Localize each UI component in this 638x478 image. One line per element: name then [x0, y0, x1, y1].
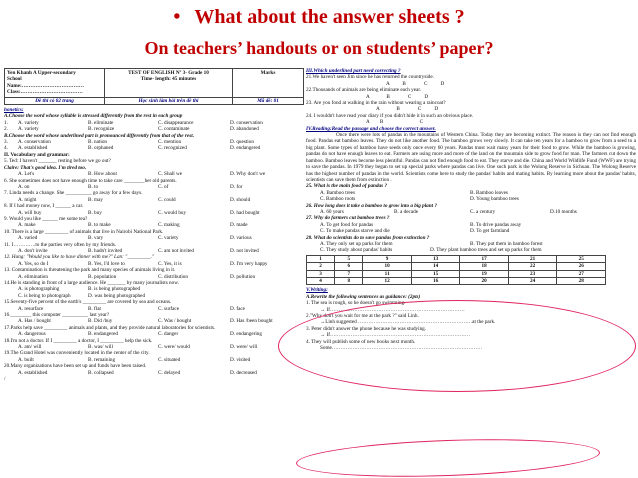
slash-mark: /: [4, 376, 6, 383]
title-text: What about the answer sheets ?: [194, 6, 465, 28]
options-12: A. Yes, so do I B. Yes, I'd love to C. Yes, it is D. I'm very happy: [18, 260, 268, 267]
question-3: 3. A. conservation B. nation C. mention D. question: [4, 139, 254, 146]
question-15: 15.Seventy-five percent of the earth's _________ are covered by sea and oceans.: [4, 299, 172, 306]
left-column: [4, 68, 304, 478]
test-title: TEST OF ENGLISH Nº 3- Grade 10: [128, 70, 209, 76]
question-25: 25. What is the main food of pandas ?: [306, 183, 388, 190]
test-code-row: [4, 98, 304, 105]
question-7: 7. Linda needs a change. She __________ go away for a few days.: [4, 190, 143, 197]
answer-row: 2 6 10 14 18 22 26: [307, 263, 606, 270]
name-label: Name:………………………………: [7, 82, 84, 89]
school-line: Yen Khanh A Upper-secondary: [7, 70, 76, 76]
writing-1-answer: → If……………………………………………………………………: [320, 306, 465, 313]
question-2: 2. A. variety B. recognize C. contaminate D. abandoned: [4, 126, 259, 133]
code-mid: Học sinh làm bài trên đề thi: [105, 98, 233, 104]
question-27: 27. Why do farmers cut bamboo trees ?: [306, 215, 390, 222]
question-1: 1. A. variety B. eliminate C. disappearance D. conservation: [4, 119, 263, 126]
highlight-oval-answer-table: [278, 300, 636, 392]
section-writing: V.Writing:: [306, 287, 328, 294]
test-sheet: [0, 68, 638, 478]
options-10: A. varied B. vary C. variety D. various: [18, 235, 252, 242]
section-reading: IV.Reading:Read the passage and choose the correct answer.: [306, 125, 436, 132]
options-17: A. dangerous B. endangered C. danger D. endangering: [18, 331, 262, 338]
slide-title-line2: On teachers’ handouts or on students’ paper?: [144, 38, 494, 58]
writing-4: 4. They will publish some of new books next month.: [306, 338, 416, 345]
writing-2-answer: →Linh suggested …………………………………………………………at the park.: [320, 319, 496, 326]
question-24: 24. I wouldn't have read your diary if you didn't hide it in such an obvious place.: [306, 112, 474, 119]
options-21: A B C D: [386, 80, 445, 87]
options-20: A. established B. collapsed C. delayed D. decreased: [18, 369, 257, 376]
answer-row: 1 5 9 13 17 21 25: [307, 255, 606, 262]
writing-3: 3. Peter didn't answer the phone because he was studying.: [306, 325, 427, 332]
reading-passage: Once there were lots of pandas in the mountains of Western China. Today they are becoming extinct. The reason is they can not find enough food. Pandas eat bamboo leaves. They do not like another food. The bamboo grows very slowly. It can take ten years for a bamboo to grow from a seed to a big plant. Some types of bamboo have seeds only once every 60 years. Pandas must wait many years for their food to grow. While the bamboo is growing, pandas do not have enough leaves to eat. Farmers are using more and more of the land on the mountain side to grow food for man. The farmers cut down the bamboo. Bamboo leaves become less plentiful. Pandas can not find enough food to eat. They starve and die. China and World Wildlife Fund (WWF) are trying to save the pandas. In 1979 they began to set up special parks where pandas can live. One such park is the Wolong Reserve in Sichuan. The Wolong Reserve has the highest number of pandas in the world. Scientists come here to study the pandas' habits and mating habits. By learning more about the pandas' habits, scientists can save them from extinction .: [306, 132, 636, 183]
code-right: Mã đề: 01: [257, 97, 279, 104]
code-left: Đề thi có 02 trang: [5, 98, 105, 104]
writing-4-answer: Some……………………………………………………………………………: [320, 345, 483, 352]
answer-table: [306, 255, 606, 286]
school-label: School: [7, 76, 22, 83]
options-8: A. will buy B. buy C. would buy D. had bought: [18, 209, 260, 216]
test-time: Time- length: 45 minutes: [140, 76, 197, 83]
options-5: A. Let's B. How about C. Shall we D. Why don't we: [18, 171, 266, 178]
question-21: 21.We haven't seen Jim since he has returned the countryside.: [306, 74, 435, 81]
right-column: [306, 68, 636, 478]
options-25b: C. Bamboo roots D. Young bamboo trees: [320, 196, 519, 203]
options-26: A. 60 years B. a decade C. a century D.10 months: [320, 208, 577, 215]
question-9: 9. Would you like ______ me some tea?: [4, 215, 88, 222]
options-24: A B C: [366, 119, 424, 126]
options-18: A. am/ will B. was/ will C. were/ would D. were/ will: [18, 344, 258, 351]
instruction-stress: A.Choose the word whose syllable is stressed differently from the rest in each group: [4, 113, 183, 120]
options-28a: A. They only set up parks for them B. They put them in bamboo forest: [320, 240, 543, 247]
question-5-b: Claire: That's good idea. I'm tired too.: [4, 164, 87, 171]
question-13: 13. Contamination is threatening the park and many species of animals living in it.: [4, 267, 176, 274]
test-header: [4, 68, 304, 98]
options-14b: C. is being to photograph D. was being photographed: [18, 292, 146, 299]
instruction-pronunciation: B.Choose the word whose underlined part is pronounced differently from that of the rest.: [4, 132, 194, 139]
options-27b: C. To make pandas starve and die D. To get farmland: [320, 228, 510, 235]
options-28b: C. They study about pandas' habits D. They plant bamboo trees and set up parks for them: [320, 247, 542, 254]
question-10: 10. There is a large _________ of animals that live in Nairobi National Park.: [4, 228, 164, 235]
options-7: A. might B. may C. could D. should: [18, 196, 251, 203]
writing-3-answer: → If………………………………………………………………………: [320, 332, 471, 339]
question-11: 11. I………….to the parties very often by my friends.: [4, 241, 117, 248]
options-19: A. built B. remaining C. situated D. visited: [18, 356, 251, 363]
question-26: 26. How long does it take a bamboo to grow into a big plant ?: [306, 202, 437, 209]
answer-row: 4 8 12 16 20 24 28: [307, 278, 606, 285]
question-6: 6. She sometimes does not have enough time to take care ________her old parents.: [4, 177, 177, 184]
options-25a: A. Bamboo trees B. Bamboo leaves: [320, 189, 508, 196]
options-27a: A. To get food for pandas B. To drive pandas away: [320, 221, 522, 228]
question-5: 5. Ted: I haven't _______ resting before we go out?: [4, 158, 111, 165]
question-18: 18.I'm not a doctor. If I _________ a doctor, I _________ help the sick.: [4, 337, 153, 344]
question-16: 16.________ this computer __________ last year?: [4, 312, 110, 319]
options-22: A B C D: [366, 93, 429, 100]
section-error-correction: III.Which underlined part need correcting ?: [306, 68, 401, 74]
question-12: 12. Hung: "Would you like to have dinner with me?" Lan: "_________.": [4, 254, 155, 261]
writing-1: 1. The sea is rough, so he doesn't go swimming.: [306, 300, 406, 307]
marks-label: Marks: [260, 70, 276, 76]
question-8: 8. If I had money now, I ______ a car.: [4, 203, 84, 210]
options-23: A B C D: [376, 106, 439, 113]
section-phonetics: honetics:: [4, 107, 24, 114]
question-17: 17.Parks help save _________ animals and plants, and they provide natural laboratories for scientists.: [4, 324, 216, 331]
question-14: 14.He is standing in front of a large audience. He _______ by many journalists now.: [4, 280, 179, 286]
options-11: A. don't invite B. hadn't invited C. am not invited D. not invited: [18, 247, 259, 254]
question-4: 4. A. established B. orphaned C. recognized D. endangered: [4, 145, 261, 152]
question-28: 28. What do scientists do to save pandas from extinction ?: [306, 234, 430, 241]
section-vocabulary: II. Vocabulary and grammar:: [4, 151, 70, 158]
options-16: A. Has / bought B. Did /buy C. Was / bought D. Has /been bought: [18, 318, 273, 325]
slide-title-line1: [0, 6, 638, 29]
question-19: 19.The Grand Hotel was conveniently located in the center of the city.: [4, 350, 150, 357]
options-15: A. resurface B. flat C. surface D. face: [18, 305, 245, 312]
options-14a: A. is photographing B. is being photographed: [18, 286, 141, 293]
options-9: A. make B. to make C. making D. made: [18, 222, 248, 229]
options-13: A. elimination B. population C. distribution D. pollution: [18, 273, 256, 280]
question-20: 20.Many organizations have been set up and funds have been raised.: [4, 363, 147, 370]
instruction-rewrite: A.Rewrite the following sentences as guidance: (2pts): [306, 293, 421, 300]
class-label: Class:………………………………: [7, 89, 83, 96]
question-22: 22.Thousands of animals are being eliminate each year.: [306, 87, 422, 94]
answer-row: 3 7 11 15 19 23 27: [307, 270, 606, 277]
bullet-icon: •: [173, 6, 181, 28]
options-6: A. on B. to C. of D. for: [18, 183, 243, 190]
writing-2: 2."Why don't you wait for me at the park ?" said Linh.: [306, 313, 419, 320]
question-23: 23. Are you fond at walking in the rain without wearing a raincoat?: [306, 100, 446, 107]
